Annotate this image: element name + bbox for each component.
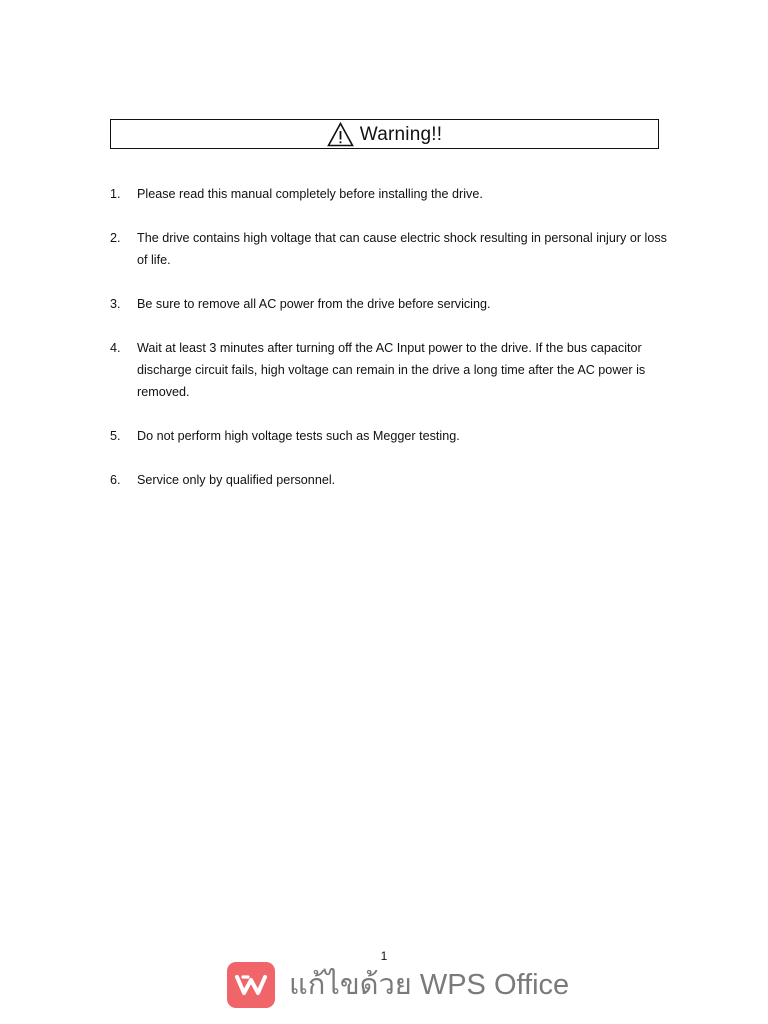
warning-triangle-icon: [327, 122, 354, 147]
list-item-text: Service only by qualified personnel.: [137, 473, 336, 487]
list-item-number: 4.: [110, 341, 121, 355]
list-item-text: Be sure to remove all AC power from the drive before servicing.: [137, 297, 491, 311]
warning-title: Warning!!: [359, 123, 443, 145]
wps-logo-icon: [227, 962, 275, 1008]
list-item: [110, 337, 670, 403]
list-item: [110, 227, 670, 271]
list-item-text: Please read this manual completely before installing the drive.: [137, 187, 483, 201]
wps-edit-banner-text[interactable]: แก้ไขด้วย WPS Office: [289, 968, 570, 1001]
page-number: 1: [380, 949, 388, 963]
list-item-number: 6.: [110, 473, 121, 487]
list-item-number: 3.: [110, 297, 121, 311]
list-item: [110, 425, 670, 447]
list-item-number: 5.: [110, 429, 121, 443]
list-item-number: 1.: [110, 187, 121, 201]
list-item: [110, 469, 670, 491]
list-item-text: Do not perform high voltage tests such as Megger testing.: [137, 429, 460, 443]
list-item-text: The drive contains high voltage that can cause electric shock resulting in personal injury or loss of life.: [137, 231, 667, 267]
wps-edit-banner[interactable]: [227, 962, 569, 1008]
warning-list: [110, 183, 670, 513]
list-item: [110, 293, 670, 315]
list-item-text: Wait at least 3 minutes after turning off the AC Input power to the drive. If the bus capacitor discharge circuit fails, high voltage can remain in the drive a long time after the AC power is removed.: [137, 341, 646, 399]
list-item-number: 2.: [110, 231, 121, 245]
warning-header-box: [110, 119, 659, 149]
list-item: [110, 183, 670, 205]
